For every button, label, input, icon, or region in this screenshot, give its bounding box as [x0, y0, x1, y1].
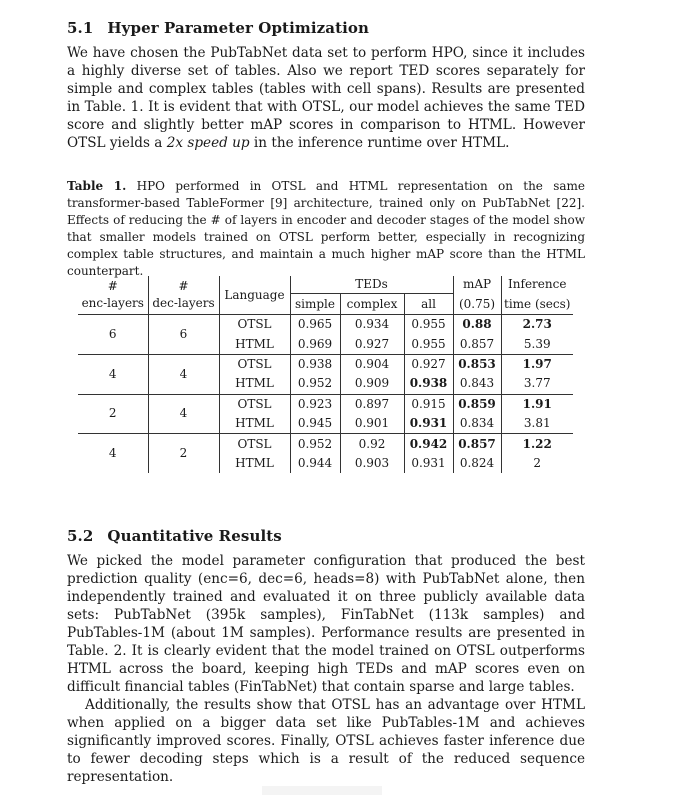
complex-ted-cell: 0.934	[340, 315, 404, 335]
inference-time-cell: 3.81	[501, 414, 573, 434]
simple-ted-cell: 0.965	[290, 315, 340, 335]
language-cell: HTML	[219, 334, 290, 354]
header-teds: TEDs	[290, 276, 453, 294]
inference-time-cell: 3.77	[501, 374, 573, 394]
all-ted-cell: 0.938	[404, 374, 453, 394]
table-row	[78, 354, 573, 374]
language-cell: OTSL	[219, 434, 290, 454]
table-caption	[67, 178, 585, 280]
header-map: mAP	[453, 276, 501, 294]
language-cell: OTSL	[219, 394, 290, 414]
language-cell: OTSL	[219, 315, 290, 335]
all-ted-cell: 0.931	[404, 414, 453, 434]
enc-layers-cell: 4	[78, 434, 148, 473]
language-cell: HTML	[219, 454, 290, 473]
caption-label: Table 1.	[67, 179, 127, 193]
all-ted-cell: 0.927	[404, 354, 453, 374]
table-row	[78, 394, 573, 414]
header-complex: complex	[340, 294, 404, 315]
header-enc-layers: # enc-layers	[81, 279, 144, 310]
caption-text: HPO performed in OTSL and HTML representation on the same transformer-based TableFormer [9] architecture, trained only on PubTabNet [22]. Effects of reducing the # of layers in encoder and decoder stages of the model show that smaller models trained on OTSL perform better, especially in recognizing complex table structures, and maintain a much higher mAP score than the HTML counterpart.	[67, 179, 585, 278]
header-dec-layers: # dec-layers	[148, 276, 219, 315]
section-number: 5.1	[67, 19, 94, 37]
map-cell: 0.834	[453, 414, 501, 434]
simple-ted-cell: 0.923	[290, 394, 340, 414]
header-all: all	[404, 294, 453, 315]
dec-layers-cell: 4	[148, 394, 219, 434]
section-heading-hpo	[67, 19, 369, 37]
complex-ted-cell: 0.897	[340, 394, 404, 414]
header-language: Language	[219, 276, 290, 315]
map-cell: 0.857	[453, 334, 501, 354]
simple-ted-cell: 0.938	[290, 354, 340, 374]
hpo-text-start: We have chosen the PubTabNet data set to perform HPO, since it includes a highly diverse set of tables. Also we report TED scores separately for simple and complex tables (tables with cell spans). Results are presented in Table. 1. It is evident that with OTSL, our model achieves the same TED score and slightly better mAP scores in comparison to HTML. However OTSL yields a	[67, 45, 585, 151]
inference-time-cell: 1.91	[501, 394, 573, 414]
all-ted-cell: 0.931	[404, 454, 453, 473]
simple-ted-cell: 0.969	[290, 334, 340, 354]
section-title: Hyper Parameter Optimization	[107, 19, 370, 37]
language-cell: HTML	[219, 414, 290, 434]
map-cell: 0.853	[453, 354, 501, 374]
dec-layers-cell: 6	[148, 315, 219, 355]
header-simple: simple	[290, 294, 340, 315]
simple-ted-cell: 0.952	[290, 374, 340, 394]
complex-ted-cell: 0.92	[340, 434, 404, 454]
inference-time-cell: 5.39	[501, 334, 573, 354]
all-ted-cell: 0.942	[404, 434, 453, 454]
map-cell: 0.859	[453, 394, 501, 414]
hpo-paragraph	[67, 44, 585, 152]
section-heading-quantitative	[67, 527, 282, 545]
header-inference-unit: time (secs)	[501, 294, 573, 315]
complex-ted-cell: 0.903	[340, 454, 404, 473]
inference-time-cell: 1.22	[501, 434, 573, 454]
enc-layers-cell: 6	[78, 315, 148, 355]
simple-ted-cell: 0.952	[290, 434, 340, 454]
complex-ted-cell: 0.904	[340, 354, 404, 374]
inference-time-cell: 1.97	[501, 354, 573, 374]
language-cell: OTSL	[219, 354, 290, 374]
inference-time-cell: 2.73	[501, 315, 573, 335]
complex-ted-cell: 0.927	[340, 334, 404, 354]
simple-ted-cell: 0.945	[290, 414, 340, 434]
enc-layers-cell: 4	[78, 354, 148, 394]
table-row	[78, 315, 573, 335]
all-ted-cell: 0.955	[404, 315, 453, 335]
all-ted-cell: 0.915	[404, 394, 453, 414]
language-cell: HTML	[219, 374, 290, 394]
hpo-text-italic: 2x speed up	[166, 135, 250, 151]
quantitative-paragraph-1: We picked the model parameter configuration that produced the best prediction quality (enc=6, dec=6, heads=8) with PubTabNet alone, then independently trained and evaluated it on three publicly available data sets: PubTabNet (395k samples), FinTabNet (113k samples) and PubTables-1M (about 1M samples). Performance results are presented in Table. 2. It is clearly evident that the model trained on OTSL outperforms HTML across the board, keeping high TEDs and mAP scores even on difficult financial tables (FinTabNet) that contain sparse and large tables.	[67, 553, 585, 695]
section-number: 5.2	[67, 527, 94, 545]
map-cell: 0.88	[453, 315, 501, 335]
simple-ted-cell: 0.944	[290, 454, 340, 473]
quantitative-paragraph-2: Additionally, the results show that OTSL has an advantage over HTML when applied on a bigger data set like PubTables-1M and achieves significantly improved scores. Finally, OTSL achieves faster inference due to fewer decoding steps which is a result of the reduced sequence representation.	[67, 697, 585, 785]
section-title: Quantitative Results	[107, 527, 282, 545]
table-row	[78, 434, 573, 454]
header-map-threshold: (0.75)	[453, 294, 501, 315]
hpo-text-end: in the inference runtime over HTML.	[249, 135, 510, 151]
hpo-table	[78, 276, 573, 473]
enc-layers-cell: 2	[78, 394, 148, 434]
map-cell: 0.857	[453, 434, 501, 454]
inference-time-cell: 2	[501, 454, 573, 473]
map-cell: 0.824	[453, 454, 501, 473]
complex-ted-cell: 0.901	[340, 414, 404, 434]
header-inference: Inference	[501, 276, 573, 294]
dec-layers-cell: 4	[148, 354, 219, 394]
all-ted-cell: 0.955	[404, 334, 453, 354]
page-footer-smudge	[262, 786, 382, 795]
map-cell: 0.843	[453, 374, 501, 394]
dec-layers-cell: 2	[148, 434, 219, 473]
complex-ted-cell: 0.909	[340, 374, 404, 394]
